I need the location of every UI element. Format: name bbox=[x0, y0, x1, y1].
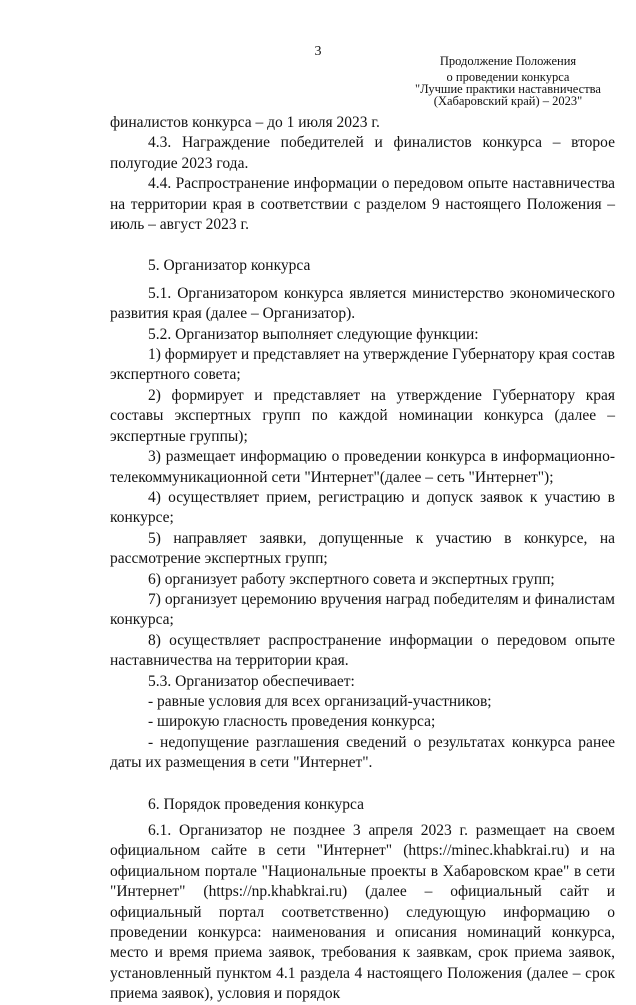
page-number: 3 bbox=[314, 44, 322, 59]
running-header bbox=[395, 55, 621, 107]
list-item: - недопущение разглашения сведений о результатах конкурса ранее даты их размещения в сети "Интернет". bbox=[110, 733, 615, 772]
list-item: - широкую гласность проведения конкурса; bbox=[148, 713, 436, 731]
section-heading: 6. Порядок проведения конкурса bbox=[148, 795, 364, 813]
paragraph: 6.1. Организатор не позднее 3 апреля 2023 г. размещает на своем официальном сайте в сети "Интернет" (https://minec.khabkrai.ru) и на официальном портале "Национальные проекты в Хабаровском крае" в сети "Интернет" (https://np.khabkrai.ru) (далее – официальный сайт и официальный портал соответственно) следующую информацию о проведении конкурса: наименования и описания номинаций конкурса, место и время приема заявок, требования к заявкам, срок приема заявок, установленный пунктом 4.1 раздела 4 настоящего Положения (далее – срок приема заявок), условия и порядок bbox=[110, 822, 615, 1003]
list-item: 4) осуществляет прием, регистрацию и допуск заявок к участию в конкурсе; bbox=[110, 488, 615, 527]
list-item: 7) организует церемонию вручения наград победителям и финалистам конкурса; bbox=[110, 590, 615, 629]
paragraph: 5.3. Организатор обеспечивает: bbox=[148, 672, 355, 690]
document-body bbox=[110, 113, 615, 1005]
running-header-line: о проведении конкурса bbox=[446, 70, 570, 84]
list-item: 8) осуществляет распространение информации о передовом опыте наставничества на территории края. bbox=[110, 631, 615, 670]
paragraph: 4.4. Распространение информации о передовом опыте наставничества на территории края в соответствии с разделом 9 настоящего Положения – июль – август 2023 г. bbox=[110, 175, 615, 234]
paragraph: финалистов конкурса – до 1 июля 2023 г. bbox=[110, 114, 380, 131]
paragraph: 5.2. Организатор выполняет следующие функции: bbox=[148, 325, 479, 343]
paragraph: 5.1. Организатором конкурса является министерство экономического развития края (далее – Организатор). bbox=[110, 284, 615, 323]
list-item: 1) формирует и представляет на утверждение Губернатору края состав экспертного совета; bbox=[110, 346, 615, 384]
list-item: - равные условия для всех организаций-участников; bbox=[148, 692, 492, 710]
list-item: 3) размещает информацию о проведении конкурса в информационно-телекоммуникационной сети "Интернет"(далее – сеть "Интернет"); bbox=[110, 448, 615, 486]
list-item: 5) направляет заявки, допущенные к участию в конкурсе, на рассмотрение экспертных групп; bbox=[110, 529, 615, 568]
list-item: 2) формирует и представляет на утверждение Губернатору края составы экспертных групп по каждой номинации конкурса (далее – экспертные группы); bbox=[110, 386, 615, 445]
running-header-line: Продолжение Положения bbox=[439, 54, 577, 68]
running-header-line: "Лучшие практики наставничества bbox=[415, 82, 601, 96]
section-heading: 5. Организатор конкурса bbox=[148, 257, 311, 275]
list-item: 6) организует работу экспертного совета и экспертных групп; bbox=[148, 570, 555, 588]
running-header-line: (Хабаровский край) – 2023" bbox=[433, 94, 583, 108]
paragraph: 4.3. Награждение победителей и финалистов конкурса – второе полугодие 2023 года. bbox=[110, 134, 615, 172]
